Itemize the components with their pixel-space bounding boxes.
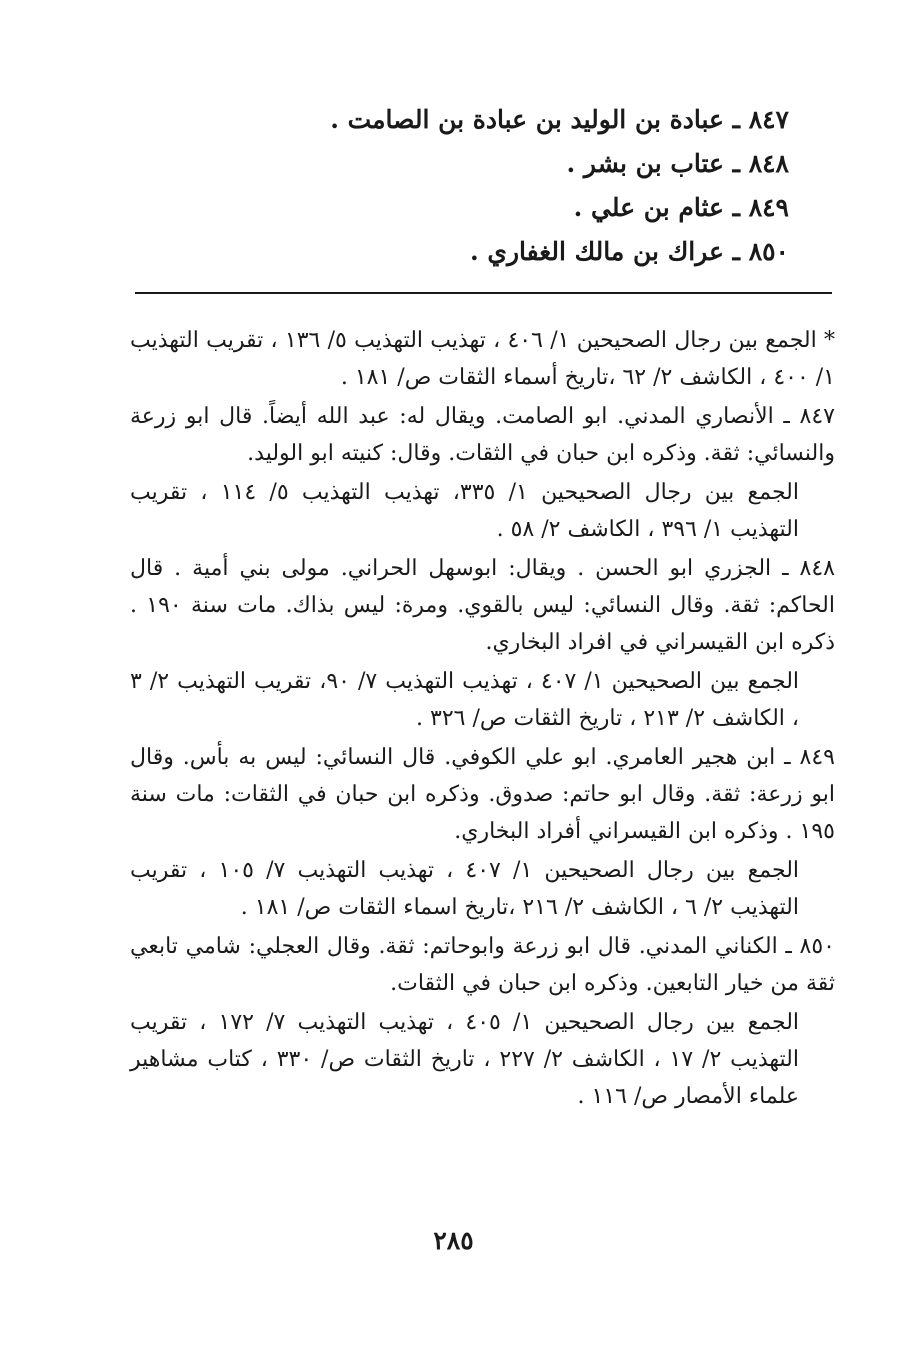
entry-849: ٨٤٩ ـ عثام بن علي . bbox=[573, 193, 789, 222]
footnote-general-refs: * الجمع بين رجال الصحيحين ١/ ٤٠٦ ، تهذيب التهذيب ٥/ ١٣٦ ، تقريب التهذيب ١/ ٤٠٠ ، الكاشف ٢/ ٦٢ ،تاريخ أسماء الثقات ص/ ١٨١ . bbox=[130, 328, 835, 390]
footnote-divider bbox=[135, 292, 832, 294]
footnote-848-bio: ٨٤٨ ـ الجزري ابو الحسن . ويقال: ابوسهل الحراني. مولى بني أمية . قال الحاكم: ثقة. وقال النسائي: ليس بالقوي. ومرة: ليس بذاك. مات سنة ١٩٠ . ذكره ابن القيسراني في افراد البخاري. bbox=[130, 556, 835, 655]
footnote-850-bio: ٨٥٠ ـ الكناني المدني. قال ابو زرعة وابوحاتم: ثقة. وقال العجلي: شامي تابعي ثقة من خيار التابعين. وذكره ابن حبان في الثقات. bbox=[130, 934, 835, 996]
footnote-847-refs: الجمع بين رجال الصحيحين ١/ ٣٣٥، تهذيب التهذيب ٥/ ١١٤ ، تقريب التهذيب ١/ ٣٩٦ ، الكاشف ٢/ ٥٨ . bbox=[130, 480, 799, 542]
entry-848: ٨٤٨ ـ عتاب بن بشر . bbox=[566, 149, 789, 178]
footnote-850-refs: الجمع بين رجال الصحيحين ١/ ٤٠٥ ، تهذيب التهذيب ٧/ ١٧٢ ، تقريب التهذيب ٢/ ١٧ ، الكاشف ٢/ ٢٢٧ ، تاريخ الثقات ص/ ٣٣٠ ، كتاب مشاهير علماء الأمصار ص/ ١١٦ . bbox=[130, 1010, 800, 1109]
entry-list bbox=[229, 98, 789, 274]
page-number: ٢٨٥ bbox=[433, 1226, 474, 1255]
footnote-849-bio: ٨٤٩ ـ ابن هجير العامري. ابو علي الكوفي. قال النسائي: ليس به بأس. وقال ابو زرعة: ثقة. وقال ابو حاتم: صدوق. وذكره ابن حبان في الثقات: مات سنة ١٩٥ . وذكره ابن القيسراني أفراد البخاري. bbox=[130, 745, 835, 844]
entry-850: ٨٥٠ ـ عراك بن مالك الغفاري . bbox=[469, 237, 789, 266]
footnote-848-refs: الجمع بين الصحيحين ١/ ٤٠٧ ، تهذيب التهذيب ٧/ ٩٠، تقريب التهذيب ٢/ ٣ ، الكاشف ٢/ ٢١٣ ، تاريخ الثقات ص/ ٣٢٦ . bbox=[130, 669, 800, 731]
footnote-849-refs: الجمع بين رجال الصحيحين ١/ ٤٠٧ ، تهذيب التهذيب ٧/ ١٠٥ ، تقريب التهذيب ٢/ ٦ ، الكاشف ٢/ ٢١٦ ،تاريخ اسماء الثقات ص/ ١٨١ . bbox=[130, 858, 800, 920]
footnotes bbox=[130, 322, 835, 1117]
entry-847: ٨٤٧ ـ عبادة بن الوليد بن عبادة بن الصامت . bbox=[330, 105, 789, 134]
footnote-847-bio: ٨٤٧ ـ الأنصاري المدني. ابو الصامت. ويقال له: عبد الله أيضاً. قال ابو زرعة والنسائي: ثقة. وذكره ابن حبان في الثقات. وقال: كنيته ابو الوليد. bbox=[130, 404, 835, 466]
